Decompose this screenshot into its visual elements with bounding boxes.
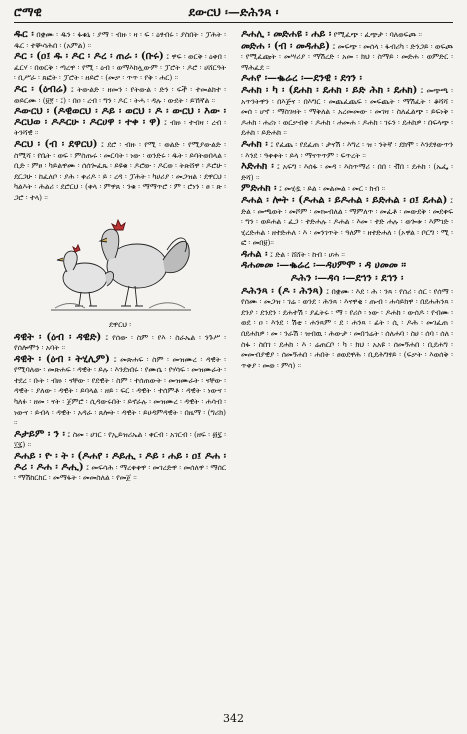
dictionary-entry xyxy=(241,140,453,161)
entry-headword: ዶር ፡ (ዐ፤ ዱ ፡ ዶር ፡ ዶረ ፡ ጠራ ፡ (ቡሩ) xyxy=(14,51,164,63)
entry-headword: ዳዊት ፡ (ዕብ ፡ ዳዊድ) xyxy=(14,331,102,343)
entry-definition: ፤ ድል ፡ መጫወት ፡ መሾም ፡ መኰብለል ፡ ማምለጥ ፡ መፈቶ ፡ መውደቅ ፡ መደቀፍ ፡ ግን ፡ ወይሐል ፡ ፈጋ ፡ ተድሐሉ ፡ ዶሐል ፡ እመ ፡ ተድ ሐሉ ፡ ወጐቱ ፡ እምገድ ፡ ሂረድሐል ፡ ዘተድሐለ ፡ እ ፡ መንገጥት ፡ ዓለም ፡ ዘተድሐለ ፡ (ኦዋል ፡ ቦርግ ፡ ሚ ፡ ፎ ፡ መበ፱)። xyxy=(241,195,453,248)
entry-definition: ፤ ደሮ ፡ ብዙ ፡ የሚ ፡ ወልድ ፡ የሚያውልድ ፡ ስሚሻ ፡ የቤት ፡ ወፍ ፡ ምስጡሩ ፡ መርባት ፡ ነው ፡ ወንድሩ ፡ ዱት ፡ ይባትወበላል ፡ ቢድ ፡ ምፀ ፡ ካይልዋሙ ፡ ሰሰጐፈጼ ፡ ይዩቁ ፡ ዶሮው ፡ ዶርወ ፡ ትጵሸዋ ፡ ዶሮሁ ፡ ደርጋሁ ፡ ከፈለቦ ፡ ያሕ ፡ ቀሪዶ ፡ ይ ፡ ረዳ ፡ ፓሕት ፡ ካሀሪያ ፡ መጋዝል ፡ ደዋርህ ፡ ካልእት ፡ ሕልሪ ፡ ደሮርህ ፡ (ቀላ ፡ ምዋጸ ፡ ንቁ ፡ ማማጥሮ ፡ ም ፡ ሮነን ፡ ፀ ፡ ጽ ፡ ጋሮ ፡ ተላ) ። xyxy=(14,139,226,202)
dictionary-entry xyxy=(14,452,226,484)
entry-headword: እድሐክ ፡ xyxy=(241,161,274,173)
entry-definition: በቋሙ ፡ ዱን ፡ ፋቁኒ ፡ ያማ ፡ ብዙ ፡ ዛ ፡ ፍ ፡ ዕፃብሩ ፡ ያስበት ፡ ፓሕት ፡ ዱር ፡ ተቝሳሕበ ፡ (አምል) ። xyxy=(14,30,226,50)
header-rule xyxy=(14,22,453,23)
entry-headword: ዶር ፡ (ዕብሬ) xyxy=(14,83,68,95)
dictionary-entry xyxy=(14,107,226,139)
entry-headword: ዳዊት ፡ (ዕብ ፡ ትሂሊም) xyxy=(14,353,110,365)
dictionary-entry xyxy=(241,196,453,249)
dictionary-entry xyxy=(14,140,226,204)
dictionary-entry xyxy=(241,162,453,183)
roosters-illustration xyxy=(45,208,195,318)
running-header-left: ሮማዊ xyxy=(14,5,42,19)
entry-definition: ፤ ዋፍ ፡ ወርቅ ፡ ዕቀበ ፡ ፈርሃ ፡ በወርቅ ፡ ጣረዋ ፡ የሚ ፡ ዕብ ፡ ወማእከሏውም ፡ ፓሮት ፡ ዶሮ ፡ ሀሸርዓት ፡ ቢሥራ ፡ ጸፎት ፡ ፓሮት ፡ ዘይሮ ፡ (መቃ ፡ ጥጥ ፡ የቅ ፡ ሐር) ። xyxy=(14,52,226,83)
entry-definition: ፤ የሰው ፡ ስም ፡ የእ ፡ ስራኤል ፡ ንጉሥ ፡ የሰሎሞን ፡ አባት ። xyxy=(14,332,226,353)
entry-headword: ዶሐይ ፡ ዮ ፡ ት ፡ (ዶሐየ ፡ ዶይሒ ፡ ዶይ ፡ ሐይ ፡ ዐ፤ ዶሐ ፡ ዶሪ ፡ ዶሐ ፡ ዶሒ) xyxy=(14,451,226,473)
entry-definition: ፤ አፍግ ፡ እሰፋ ፡ መዳ ፡ እስጥማሪ ፡ በበ ፡ ቭበ ፡ ደሐክ ፡ (ኤፌ ፡ ድሻ) ። xyxy=(241,162,453,182)
dictionary-entry xyxy=(14,52,226,84)
entry-headword: ዶሐል ፡ ሎት ፡ (ዶሐል ፡ ይዶሐል ፡ ይድሐል ፡ ዐ፤ ደሐል) xyxy=(241,194,448,206)
entry-headword: ዶርህ ፡ (ብ ፡ ደዋርህ) xyxy=(14,138,98,150)
dictionary-entry xyxy=(14,355,226,429)
entry-definition: ፤ ትውልድ ፡ ዘመን ፡ የትውል ፡ ድን ፡ ፍች ፡ ተመልክተ ፡ ወይርሙ ፡ (፱፻ ፡ ፤) ፡ በዐ ፡ ረብ ፡ ግን ፡ ዶር ፡ ትሓ ፡ ዳሉ ፡ ውደት ፡ ይኸኛል ። xyxy=(14,84,226,105)
dictionary-entry xyxy=(241,250,453,261)
entry-definition: ፤ ድል ፡ ሸሸት ፡ ከብ ፡ ሆሐ ። xyxy=(269,249,345,259)
entry-definition: ፤ መጭጫ ፡ አጥንትዋን ፡ በእጅና ፡ በእግር ፡ መጨፈጨፍ ፡ መፍጨት ፡ ማሽፈት ፡ ቆሻሻ ፡ መሰ ፡ ሆኖ ፡ ማስገዛት ፡ ማቅለል ፡ አረመመው ፡ መገዛ ፡ ስለፈልጭ ፡ ይፍነቅ ፡ ዶሐክ ፡ ሐሪነ ፡ ወርቃብቀ ፡ ዶሐከ ፡ ሐመሐ ፡ ዶሐክ ፡ ገሩን ፡ ደሐክዎ ፡ በፍላጭ ፡ ደሐክ ፡ ይድሐክ ። xyxy=(241,85,453,138)
entry-headword: ዶሐክ ፡ ካ ፡ (ደሐክ ፡ ደሐክ ፡ ይድ ሕክ ፡ ደሐክ) xyxy=(241,84,418,96)
entry-definition: የሚፈጭ ፡ ፈጭታ ፡ ባለወፍጮ ። xyxy=(333,30,423,39)
entry-headword: ዱር ፡ xyxy=(14,30,34,40)
entry-definition: ፤ የፈጨ ፡ የደፈጠ ፡ ታናሽ ፡ እግረ ፡ ዝ ፡ ንትኛ ፡ ደክሞ ፡ እንደፃውጥን ፡ እንደ ፡ ዓቀቀት ፡ ይላ ፡ ማናጥጥም ፡ ፍጥረት ። xyxy=(241,139,453,160)
entry-headword: ዳሐል ፡ xyxy=(241,248,268,260)
dictionary-entry xyxy=(14,430,226,451)
left-entries xyxy=(14,30,226,204)
entry-definition: ፤ መፍሳሕ ፡ ማረቀቀዋ ፡ መገረድዋ ፡ መሰለዋ ፡ ማሰር ፡ ማሽከርከር ፡ መማፋት ፡ መመስለል ፡ የመጀ ። xyxy=(14,462,226,483)
dictionary-entry xyxy=(14,30,226,51)
dictionary-entry xyxy=(241,74,453,85)
entry-definition: ፤ ብዙ ፡ ተብዛ ፡ ረብ ፡ ትንሻዊ ። xyxy=(14,117,226,138)
page-number: 342 xyxy=(223,712,244,725)
running-header-center: ደውርህ ፡—ድሕንጻ ፡ xyxy=(188,5,279,19)
dictionary-entry xyxy=(241,261,453,272)
dictionary-entry xyxy=(241,30,453,41)
entry-headword: ዶሐክ ፡ xyxy=(241,138,268,150)
entry-headword: ዶሕንጻ ፡ (ዶ ፡ ሕንጻ) xyxy=(241,285,324,297)
entry-definition: ፤ መፍጭ ፡ መሰላ ፡ ፋብሪካ ፡ ድንጋይ ፡ ወፍጮ ፡ የሚፈጩት ፡ መሣሪያ ፡ ማሽረድ ፡ አመ ፡ ክህ ፡ ስማይ ፡ መድሐ ፡ ወምድር ፡ ማሕፈደ ። xyxy=(241,41,453,72)
entry-headword: ዳሐመመ ፡—ቈሬረ ፡—ዳሀምሞ ፡ ዳ ሀመመ ። xyxy=(241,260,407,272)
dictionary-entry xyxy=(14,333,226,354)
illustration-caption: ደዋርህ ፡ xyxy=(108,319,132,329)
entry-headword: ምድሐክ ፡ xyxy=(241,183,277,195)
left-column xyxy=(14,30,226,695)
entry-headword: መድሐ ፡ (ብ ፡ መዳሐይ) xyxy=(241,40,331,52)
dictionary-entry xyxy=(241,184,453,195)
entry-definition: ፤ ስመ ፡ ሀገር ፡ የኢይዝሪኤል ፡ ቀርብ ፡ አገርብ ፡ (ዘፍ ፡ ፴፯ ፡ ፲፯) ። xyxy=(14,429,226,450)
entry-headword: ዶውርህ ፡ (ዶዊወርህ ፡ ዶይ ፡ ወርህ ፡ ዶ ፡ ውርህ ፡ እው ፡ ዶርህወ ፡ ዶዶርሁ ፡ ዶርሀዋ ፡ ተቀ ፡ ዋ) xyxy=(14,106,226,128)
entry-headword: ዶሐየ ፡—ቈሬረ ፡—ደንዊ ፡ ደጎን ፡ xyxy=(241,73,362,85)
entry-headword: ዶታይም ፡ ን ፡ xyxy=(14,428,65,440)
entry-definition: ፤ መሂዷ ፡ ይል ፡ መልመል ፡ መር ፡ ክብ ። xyxy=(278,184,386,194)
entry-headword: ዶሐሊ ፡ መድሐዩ ፡ ሐይ ፡ xyxy=(241,30,332,40)
left-entries-after xyxy=(14,333,226,484)
dictionary-entry xyxy=(241,86,453,139)
entry-definition: ፤ በቋሙ ፡ እደ ፡ ሕ ፡ ንጻ ፡ የሰሪ ፡ ሰር ፡ የሰማ ፡ የሰሙ ፡ መጋዝ ፡ ገሬ ፡ ወንደ ፡ ሕንጻ ፡ እናዋቂ ፡ ጡብ ፡ ሐሳይክዋ ፡ በደሐሕንጻ ፡ ደንያ ፡ ደንደን ፡ ደሐተሽ ፡ ያፈትሩ ፡ ማ ፡ የሪሶ ፡ ነው ፡ ዶሐክ ፡ ውሰዶ ፡ የብሙ ፡ ወደ ፡ ዐ ፡ እንደ ፡ ሽቲ ፡ ሐንጻም ፡ ደ ፡ ሐንጻ ፡ ፊት ፡ ሲ ፡ ዶሕ ፡ መገፈጠ ፡ በደሐክዎ ፡ መ ፡ ንራሽ ፡ ዝብዉ ፡ ሕውታ ፡ መበኅሬት ፡ ሰለሐባ ፡ ስሀ ፡ ሰባ ፡ ሰለ ፡ ስፋ ፡ ስበገ ፡ ደሐክ ፡ እ ፡ ሬጠርቦ ፡ ካ ፡ ክህ ፡ አአዩ ፡ ሰመኝሐበ ፡ ቢደሐግ ፡ መመብያዊያ ፡ ሰመኝሐበ ፡ ሐበት ፡ ፀወደዋሕ ፡ ቢደሕግፃይ ፡ (ፍቃት ፡ እወሰቅ ፡ ጥቀያ ፡ መወ ፡ ምሳ) ። xyxy=(241,286,453,370)
dictionary-entry xyxy=(241,274,453,285)
dictionary-entry xyxy=(241,287,453,372)
dictionary-entry xyxy=(14,85,226,106)
right-entries xyxy=(241,30,453,371)
entry-definition: ፤ መጽሐፍ ፡ ስም ፡ መዝሙረ ፡ ዳዊት ፡ የሚባለው ፡ መጽሐፍ ፡ ዳዊት ፡ ይሉ ፡ እንደነበሩ ፡ የሙሴ ፡ የሃሳፍ ፡ መዝሙራት ፡ ተደረ ፡ ቡት ፡ ብዙ ፡ ናቸው ፡ የደዊት ፡ ስም ፡ ተሰጠውት ፡ መዝሙራት ፡ ናቸው ፡ ዳዊት ፡ ያለው ፡ ዳዊት ፡ ይባላል ፡ ዘይ ፡ ፍር ፡ ዳዊት ፡ ተሰምቶ ፡ ዳዊት ፡ ነውና ፡ ካለፉ ፡ ዘመ ፡ ናት ፡ ጀምሮ ፡ ሲዳውሩበት ፡ ይኖራሉ ፡ መዝሙረ ፡ ዳዊት ፡ ሐሳብ ፡ ነውና ፡ ይብላ ፡ ዳዊት ፡ አዳራ ፡ ጸሎት ፡ ዳዊት ፡ ይሀዳምዳዊት ፡ በዜማ ፡ (ግሪክ) ። xyxy=(14,354,226,428)
dictionary-entry xyxy=(241,42,453,74)
entry-headword: ዶሕን ፡—ዳሳ ፡—ደኀን ፡ ደኅን ፡ xyxy=(290,273,404,285)
right-column xyxy=(241,30,453,695)
